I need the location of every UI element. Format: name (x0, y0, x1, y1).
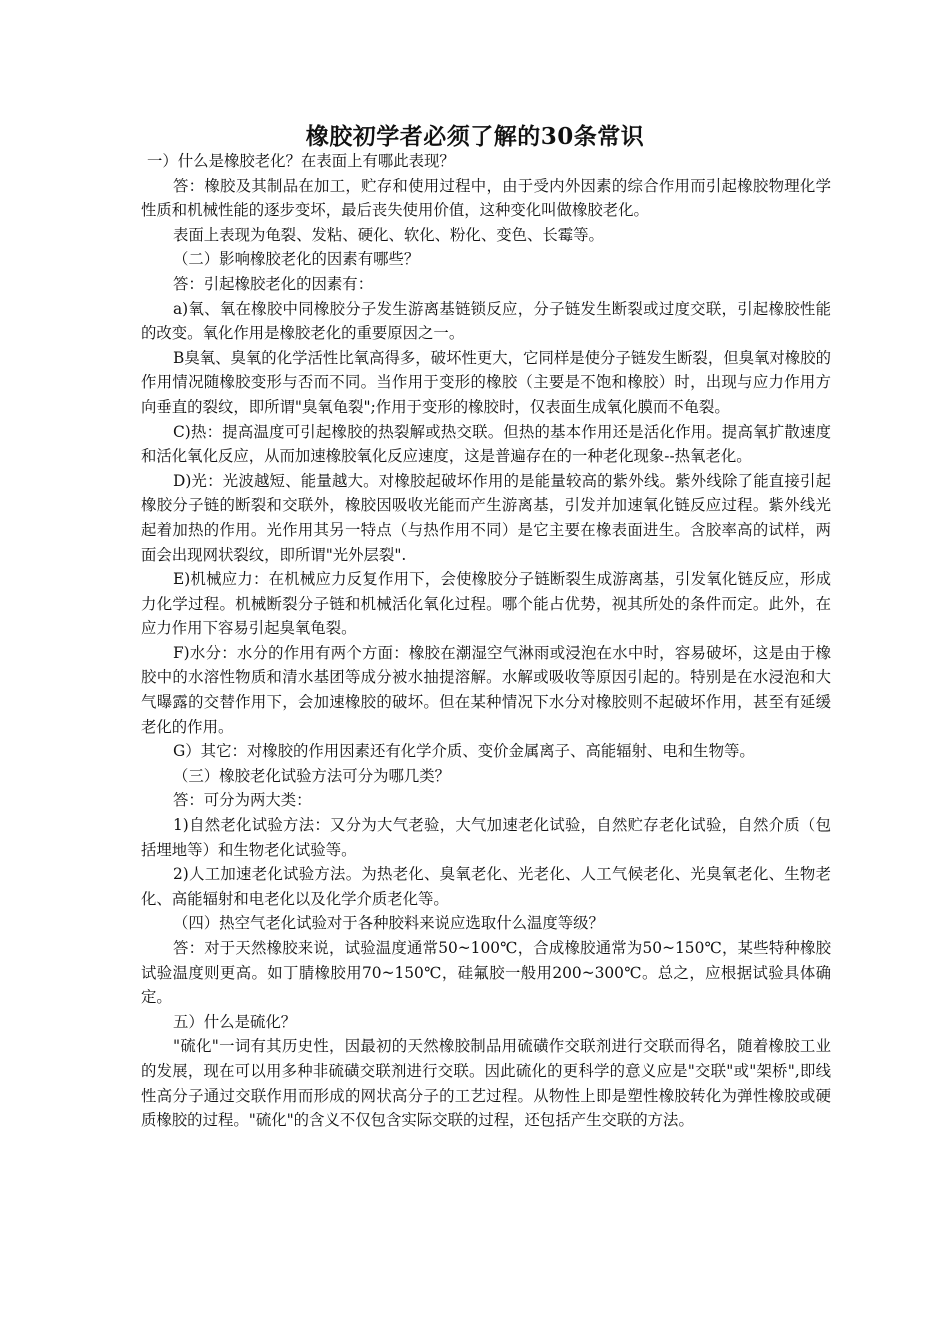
question-heading: 一）什么是橡胶老化？在表面上有哪此表现？ (147, 152, 455, 170)
answer-paragraph: 答：橡胶及其制品在加工，贮存和使用过程中，由于受内外因素的综合作用而引起橡胶物理化学性质和机械性能的逐步变坏，最后丧失使用价值，这种变化叫做橡胶老化。 (141, 176, 831, 220)
list-item-paragraph: 2)人工加速老化试验方法。为热老化、臭氧老化、光老化、人工气候老化、光臭氧老化、生物老化、高能辐射和电老化以及化学介质老化等。 (141, 865, 831, 908)
list-item-paragraph: a)氧、氧在橡胶中同橡胶分子发生游离基链锁反应，分子链发生断裂或过度交联，引起橡胶性能的改变。氧化作用是橡胶老化的重要原因之一。 (141, 299, 831, 343)
list-item-paragraph: C)热：提高温度可引起橡胶的热裂解或热交联。但热的基本作用还是活化作用。提高氧扩散速度和活化氧化反应，从而加速橡胶氧化反应速度，这是普遍存在的一种老化现象--热氧老化。 (141, 422, 831, 466)
answer-paragraph: 答：引起橡胶老化的因素有： (173, 274, 374, 293)
answer-paragraph: 答：对于天然橡胶来说，试验温度通常50~100℃，合成橡胶通常为50~150℃，某些特种橡胶试验温度则更高。如丁腈橡胶用70~150℃，硅氟胶一般用200~300℃。总之，应根据试验具体确定。 (141, 939, 831, 1007)
list-item-paragraph: E)机械应力：在机械应力反复作用下，会使橡胶分子链断裂生成游离基，引发氧化链反应，形成力化学过程。机械断裂分子链和机械活化氧化过程。哪个能占优势，视其所处的条件而定。此外，在应力作用下容易引起臭氧龟裂。 (141, 570, 831, 638)
body-paragraph: 表面上表现为龟裂、发粘、硬化、软化、粉化、变色、长霉等。 (173, 225, 604, 244)
list-item-paragraph: 1)自然老化试验方法：又分为大气老验，大气加速老化试验，自然贮存老化试验，自然介质（包括埋地等）和生物老化试验等。 (141, 816, 831, 859)
list-item-paragraph: F)水分：水分的作用有两个方面：橡胶在潮湿空气淋雨或浸泡在水中时，容易破坏，这是由于橡胶中的水溶性物质和清水基团等成分被水抽提溶解。水解或吸收等原因引起的。特别是在水浸泡和大气曝露的交替作用下，会加速橡胶的破坏。但在某种情况下水分对橡胶则不起破坏作用，甚至有延缓老化的作用。 (141, 643, 831, 736)
document-title: 橡胶初学者必须了解的30条常识 (305, 123, 645, 150)
question-heading: （三）橡胶老化试验方法可分为哪几类？ (173, 766, 451, 785)
question-heading: 五）什么是硫化？ (173, 1012, 297, 1031)
answer-paragraph: 答：可分为两大类： (173, 791, 312, 810)
document-body (141, 149, 831, 1133)
question-heading: （二）影响橡胶老化的因素有哪些？ (173, 250, 420, 269)
list-item-paragraph: D)光：光波越短、能量越大。对橡胶起破坏作用的是能量较高的紫外线。紫外线除了能直接引起橡胶分子链的断裂和交联外，橡胶因吸收光能而产生游离基，引发并加速氧化链反应过程。紫外线光起着加热的作用。光作用其另一特点（与热作用不同）是它主要在橡表面进生。含胶率高的试样，两面会出现网状裂纹，即所谓"光外层裂". (141, 471, 831, 564)
list-item-paragraph: B臭氧、臭氧的化学活性比氧高得多，破坏性更大，它同样是使分子链发生断裂，但臭氧对橡胶的作用情况随橡胶变形与否而不同。当作用于变形的橡胶（主要是不饱和橡胶）时，出现与应力作用方向垂直的裂纹，即所谓"臭氧龟裂";作用于变形的橡胶时，仅表面生成氧化膜而不龟裂。 (141, 348, 831, 416)
list-item-paragraph: G）其它：对橡胶的作用因素还有化学介质、变价金属离子、高能辐射、电和生物等。 (173, 742, 755, 761)
question-heading: （四）热空气老化试验对于各种胶料来说应选取什么温度等级？ (173, 914, 604, 933)
answer-paragraph: "硫化"一词有其历史性，因最初的天然橡胶制品用硫磺作交联剂进行交联而得名，随着橡胶工业的发展，现在可以用多种非硫磺交联剂进行交联。因此硫化的更科学的意义应是"交联"或"架桥",即线性高分子通过交联作用而形成的网状高分子的工艺过程。从物性上即是塑性橡胶转化为弹性橡胶或硬质橡胶的过程。"硫化"的含义不仅包含实际交联的过程，还包括产生交联的方法。 (141, 1037, 831, 1130)
